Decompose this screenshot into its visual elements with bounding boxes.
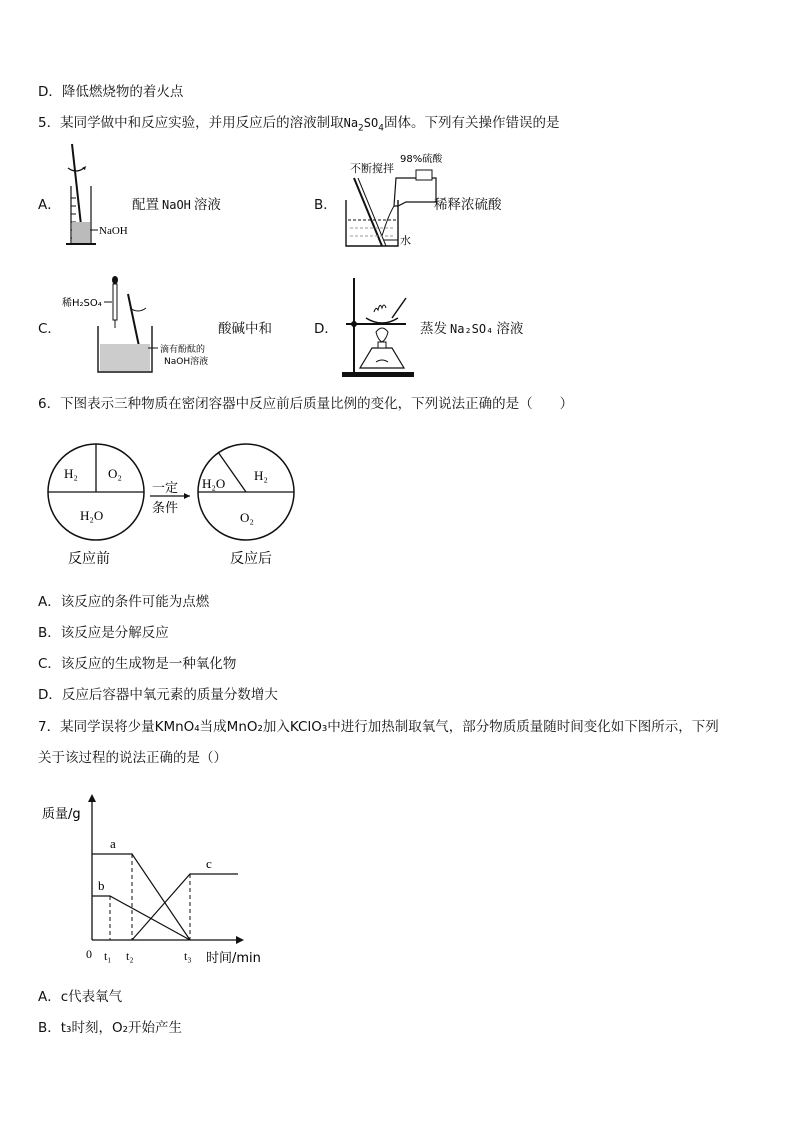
- q5-formula-sub2: 4: [378, 123, 384, 134]
- series-b-label: b: [98, 878, 105, 893]
- q5-d-caption-chem: Na₂SO₄: [450, 322, 494, 336]
- acid-tag: 稀H₂SO₄: [62, 298, 102, 309]
- alcohol-lamp: [360, 348, 404, 368]
- chart-ylabel: 质量/g: [42, 807, 81, 822]
- q7-stem-line-2: 关于该过程的说法正确的是（）: [38, 750, 227, 766]
- q5-option-a-figure: [60, 142, 140, 252]
- q6-stem: 6．下图表示三种物质在密闭容器中反应前后质量比例的变化，下列说法正确的是（ ）: [38, 396, 574, 412]
- series-a-label: a: [110, 836, 116, 851]
- q5-stem-text-b: 固体。下列有关操作错误的是: [383, 115, 560, 131]
- after-h2-label: H₂: [254, 468, 268, 483]
- q5-option-d-caption: [420, 317, 523, 337]
- solution-fill: [72, 222, 90, 243]
- before-h2o-label: H₂O: [80, 508, 104, 523]
- q5-a-caption-chem: NaOH: [162, 198, 191, 212]
- after-h2o-label: H₂O: [202, 476, 226, 491]
- q5-option-a-label: A．: [38, 197, 61, 213]
- q5-formula-a: Na: [343, 116, 359, 130]
- tick-t3: t₃: [184, 949, 192, 963]
- before-o2-label: O₂: [108, 466, 122, 481]
- q5-option-d-label: D．: [314, 321, 338, 337]
- before-caption: 反应前: [68, 551, 110, 567]
- q7-chart: [40, 790, 280, 975]
- q6-option-a: A．该反应的条件可能为点燃: [38, 594, 210, 610]
- tick-t2: t₂: [126, 949, 134, 963]
- acid-bottle-tag: 98%硫酸: [400, 154, 443, 165]
- acid-bottle: [394, 178, 436, 206]
- solution-fill: [100, 344, 150, 371]
- solution-tag-2: NaOH溶液: [164, 357, 209, 367]
- before-h2-label: H₂: [64, 466, 78, 481]
- q5-option-b-label: B．: [314, 197, 337, 213]
- q5-a-caption-text-b: 溶液: [193, 197, 221, 213]
- q7-option-b: B．t₃时刻，O₂开始产生: [38, 1020, 183, 1036]
- steam-icon: [374, 305, 386, 312]
- q4-option-d: D．降低燃烧物的着火点: [38, 84, 184, 100]
- after-caption: 反应后: [230, 551, 272, 567]
- flame-icon: [376, 328, 388, 342]
- dropper-bulb: [112, 276, 118, 284]
- evaporating-dish: [366, 318, 398, 323]
- bottle-label: [416, 170, 432, 180]
- q5-d-caption-text-b: 溶液: [496, 321, 524, 337]
- y-axis-arrow-icon: [88, 794, 96, 802]
- lamp-wick-holder: [378, 342, 386, 348]
- q5-d-caption-text-a: 蒸发: [420, 321, 447, 337]
- q5-option-c-caption: 酸碱中和: [218, 321, 272, 337]
- solution-tag-1: 滴有酚酞的: [160, 345, 206, 355]
- q5-option-a-caption: [132, 193, 221, 213]
- tick-origin: 0: [86, 947, 92, 961]
- arrow-text-top: 一定: [152, 481, 179, 496]
- q5-stem: [38, 114, 559, 138]
- q7-option-a: A．c代表氧气: [38, 989, 123, 1005]
- q5-option-d-figure: [336, 274, 426, 382]
- series-c-label: c: [206, 856, 212, 871]
- q6-option-b: B．该反应是分解反应: [38, 625, 169, 641]
- acid-stream: [382, 206, 394, 236]
- q6-figure: [40, 440, 310, 575]
- q5-formula-b: SO: [363, 116, 379, 130]
- water-tag: 水: [400, 234, 411, 247]
- q5-option-b-caption: 稀释浓硫酸: [434, 197, 502, 213]
- after-o2-label: O₂: [240, 510, 254, 525]
- q7-stem-line-1: 7．某同学误将少量KMnO₄当成MnO₂加入KClO₃中进行加热制取氧气，部分物质质量随时间变化如下图所示，下列: [38, 719, 719, 735]
- naoh-tag: NaOH: [99, 225, 128, 237]
- series-c-line: [132, 874, 238, 940]
- tick-t1: t₁: [104, 949, 112, 963]
- q6-option-c: C．该反应的生成物是一种氧化物: [38, 656, 237, 672]
- arrow-text-bottom: 条件: [152, 501, 179, 516]
- q6-option-d: D．反应后容器中氧元素的质量分数增大: [38, 687, 278, 703]
- q5-stem-text-a: 5．某同学做中和反应实验，并用反应后的溶液制取: [38, 115, 344, 131]
- series-a-line: [92, 854, 190, 940]
- clamp: [351, 321, 357, 327]
- q5-option-c-figure: [58, 272, 228, 377]
- iron-stand-base: [342, 372, 414, 377]
- dropper-tube: [113, 284, 117, 320]
- q5-option-c-label: C．: [38, 321, 61, 337]
- x-axis-arrow-icon: [236, 936, 244, 944]
- q5-formula-sub1: 2: [358, 123, 364, 134]
- stirring-rod: [72, 144, 82, 234]
- arrow-head-icon: [184, 493, 190, 499]
- q5-a-caption-text-a: 配置: [132, 197, 159, 213]
- glass-rod: [392, 298, 406, 318]
- chart-xlabel: 时间/min: [206, 951, 261, 966]
- stir-motion-arrow-icon: [68, 168, 84, 171]
- stir-tag: 不断搅拌: [350, 162, 394, 175]
